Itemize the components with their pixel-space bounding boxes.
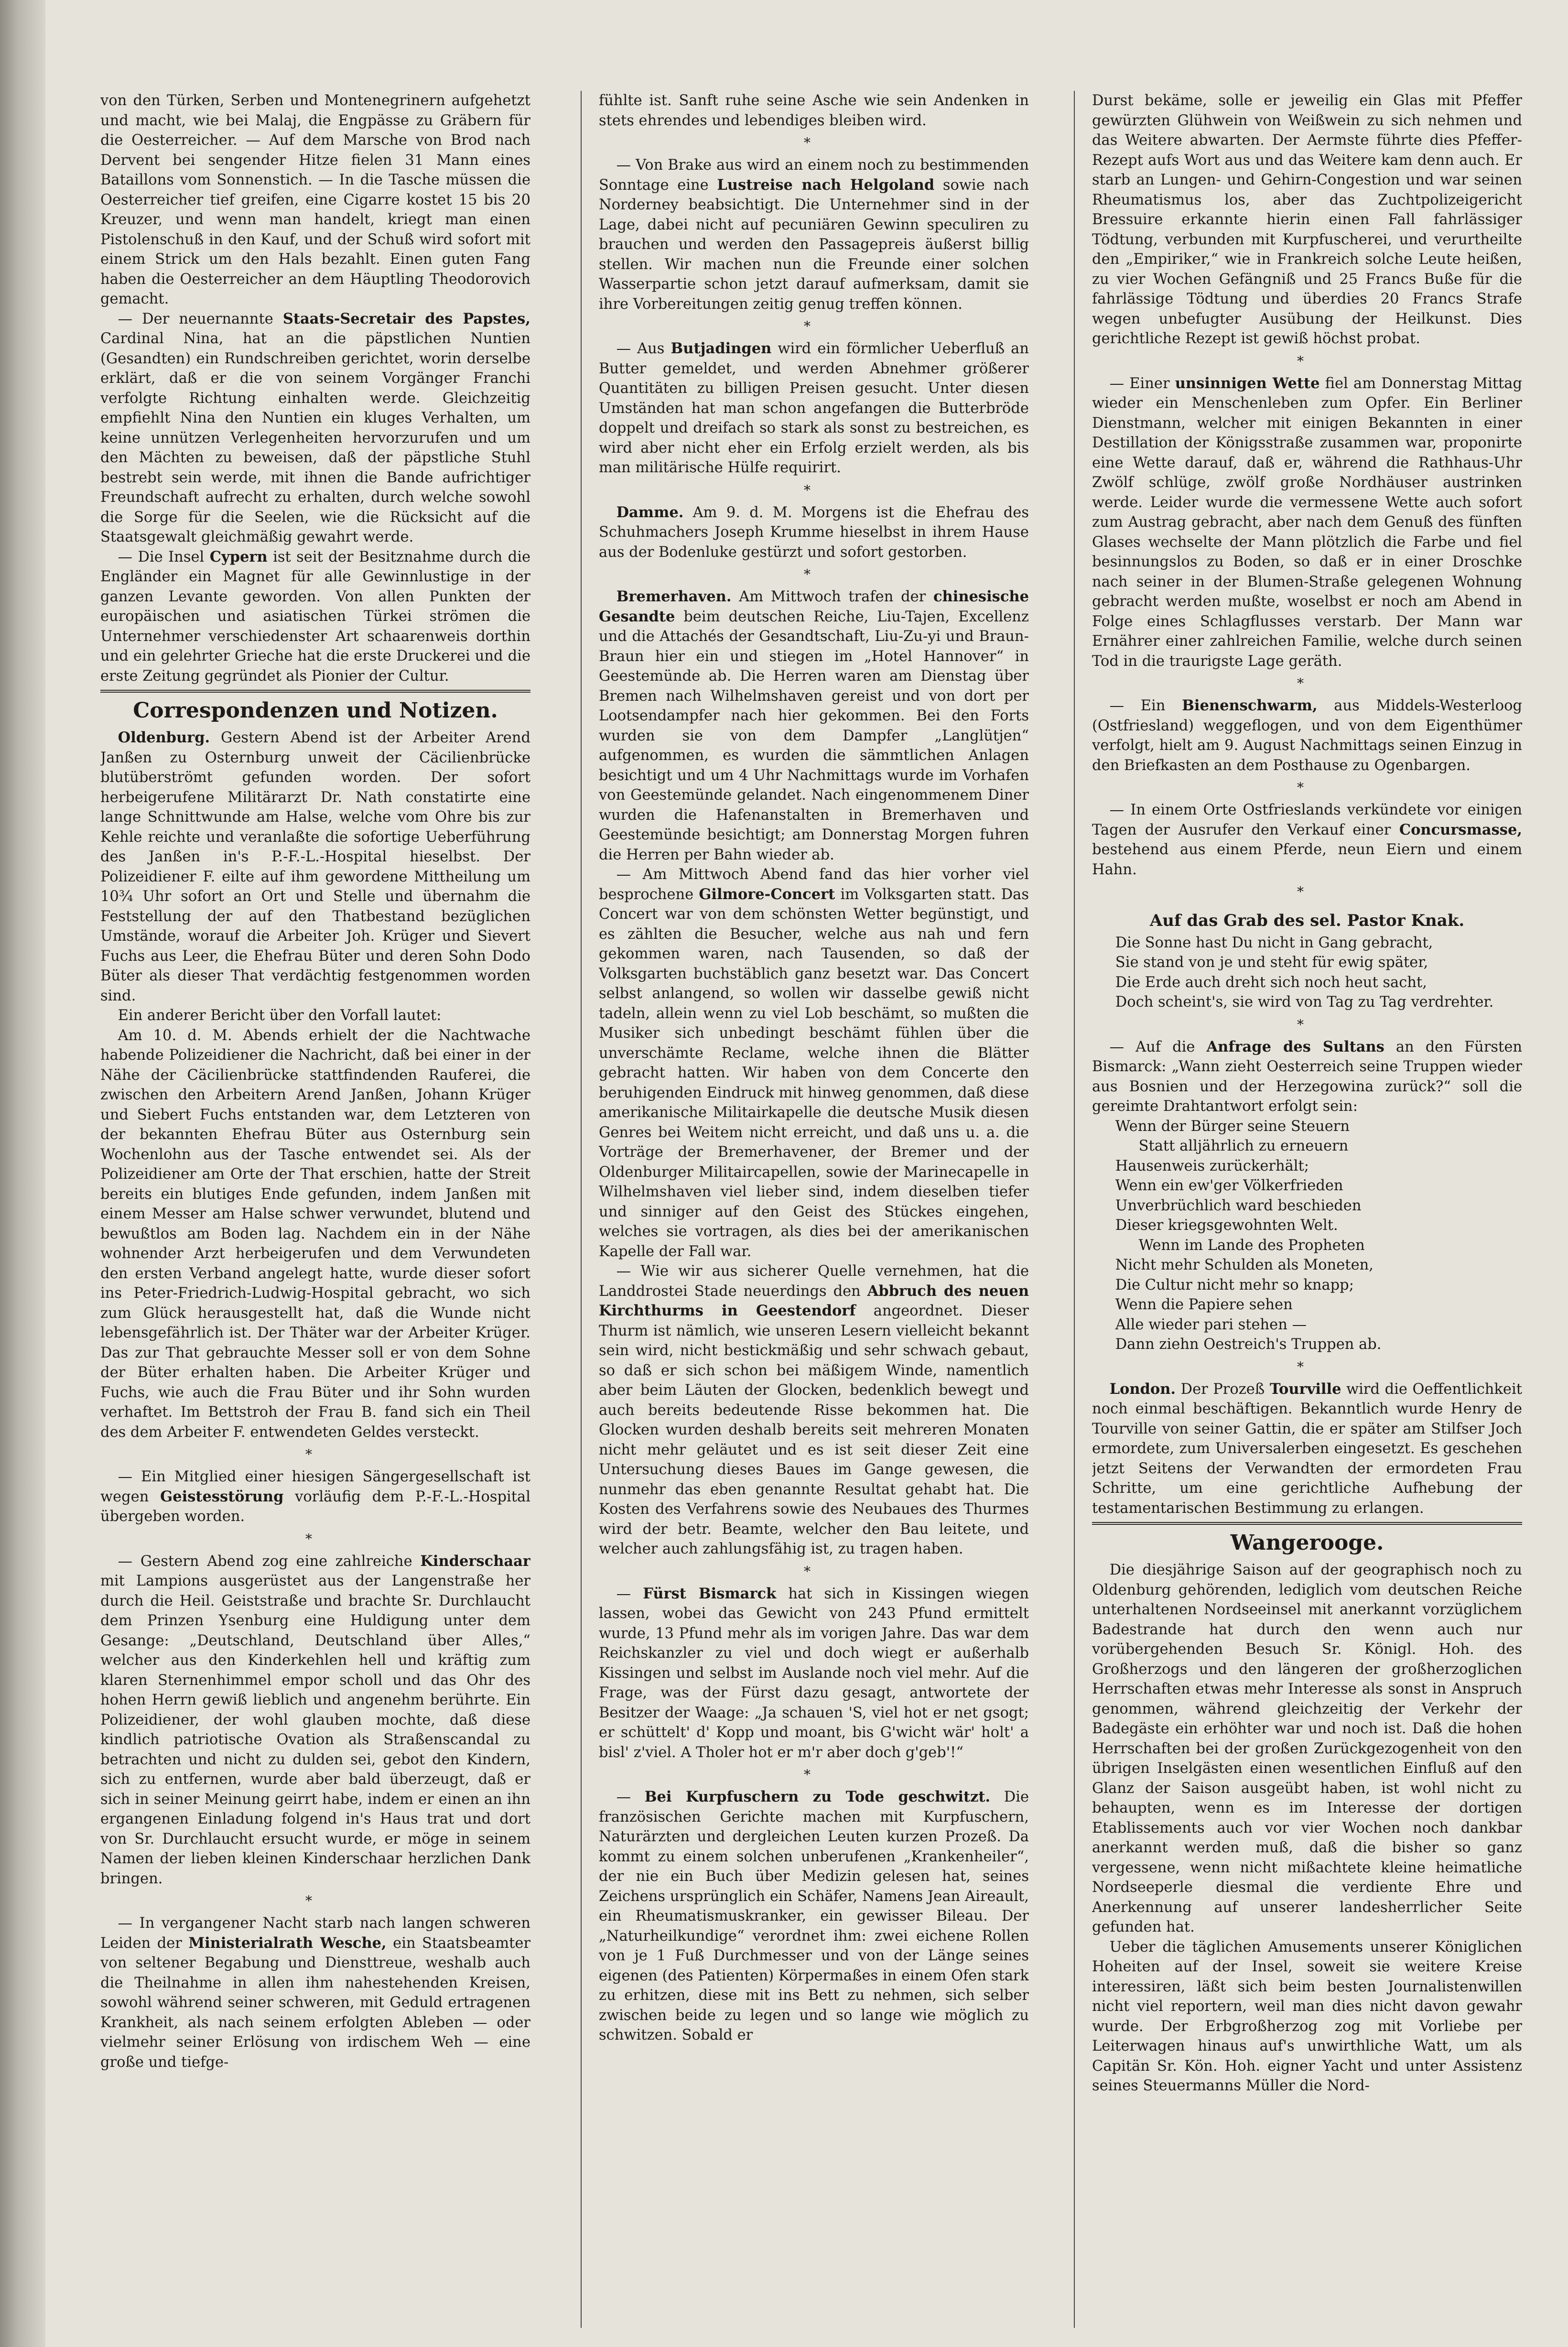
poem-line: Die Sonne hast Du nicht in Gang gebracht, bbox=[1115, 934, 1433, 951]
headline-keyword: Gilmore-Concert bbox=[699, 885, 835, 903]
poem-line: Alle wieder pari stehen — bbox=[1115, 1316, 1307, 1333]
poem-line: Wenn der Bürger seine Steuern bbox=[1115, 1118, 1350, 1135]
poem-line: Wenn die Papiere sehen bbox=[1115, 1296, 1293, 1313]
separator-asterisk: * bbox=[305, 1531, 325, 1547]
headline-keyword: Bienenschwarm, bbox=[1182, 697, 1318, 714]
separator-asterisk: * bbox=[1297, 1358, 1317, 1375]
article-kirchthurm: — Wie wir aus sicherer Quelle vernehmen, hat die Landdrostei Stade neuerdings den Abbruch des neuen Kirchthurms in Geestendorf angeordnet. Dieser Thurm ist nämlich, wie unseren Lesern vielleicht bekannt sein wird, nicht bestickmäßig und sehr schwach gebaut, so daß er sich schon bei mäßigem Winde, namentlich aber beim Läuten der Glocken, bedenklich bewegt und auch bereits bedeutende Risse bekommen hat. Die Glocken wurden deshalb bereits seit mehreren Monaten nicht mehr geläutet und es ist seit dieser Zeit eine Untersuchung dieses Baues im Gange gewesen, die nunmehr das eben genannte Resultat gehabt hat. Die Kosten des Verfahrens sowie des Neubaues des Thurmes wird der betr. Beamte, welcher den Bau leitete, und welcher auch zahlungsfähig ist, zu tragen haben. bbox=[599, 1263, 1029, 1557]
separator-asterisk: * bbox=[804, 482, 824, 498]
headline-keyword: Fürst Bismarck bbox=[643, 1585, 777, 1602]
separator-asterisk: * bbox=[804, 318, 824, 334]
article-text: Durst bekäme, solle er jeweilig ein Glas mit Pfeffer gewürzten Glühwein von Weißwein zu sich nehmen und das Weitere abwarten. Der Aermste führte dies Pfeffer-Rezept aufs Wort aus und das Weitere kam denn auch. Er starb an Lungen- und Gehirn-Congestion und war seinen Rheumatismus los, aber das Zuchtpolizeigericht Bressuire erkannte hierin einen Fall fahrlässiger Tödtung, verbunden mit Kurpfuscherei, und verurtheilte den „Empiriker,“ wie in Frankreich solche Leute heißen, zu vier Wochen Gefängniß und 25 Francs Buße für die fahrlässige Tödtung und überdies 20 Francs Strafe wegen unbefugter Ausübung der Heilkunst. Dies gerichtliche Rezept ist gewiß höchst probat. bbox=[1092, 92, 1522, 347]
separator-asterisk: * bbox=[1297, 884, 1317, 900]
poem-line: Doch scheint's, sie wird von Tag zu Tag verdrehter. bbox=[1115, 994, 1494, 1011]
article-saenger: — Ein Mitglied einer hiesigen Sängergesellschaft ist wegen Geistesstörung vorläufig dem P.-F.-L.-Hospital übergeben worden. bbox=[100, 1468, 530, 1525]
poem-line: Wenn ein ew'ger Völkerfrieden bbox=[1115, 1177, 1343, 1194]
poem-line: Die Cultur nicht mehr so knapp; bbox=[1115, 1276, 1354, 1293]
article-text: Die diesjährige Saison auf der geographisch noch zu Oldenburg gehörenden, lediglich vom deutschen Reiche unterhaltenen Nordseeinsel mit anerkannt vorzüglichem Badestrande hat durch den wenn auch nur vorübergehenden Besuch Sr. Königl. Hoh. des Großherzogs und den längeren der großherzoglichen Herrschaften etwas mehr Interesse als sonst in Anspruch genommen, während gleichzeitig der Verkehr der Badegäste ein erhöhter war und noch ist. Daß die hohen Herrschaften bei der großen Zurückgezogenheit von den übrigen Inselgästen einen wesentlichen Einfluß auf den Glanz der Saison ausgeübt haben, ist wohl nicht zu behaupten, wenn es im Interesse der dortigen Etablissements auch vor vier Wochen noch dankbar anerkannt werden muß, daß die bisher so ganz vergessene, wenn nicht mißachtete kleine heimatliche Nordseeperle diesmal die verdiente Ehre und Anerkennung auf unserer landesherrlicher Seite gefunden hat. bbox=[1092, 1562, 1522, 1935]
poem-drahtantwort bbox=[1092, 1117, 1522, 1355]
article-text: fühlte ist. Sanft ruhe seine Asche wie sein Andenken in stets ehrendes und lebendiges bleiben wird. bbox=[599, 92, 1029, 129]
dateline: Damme. bbox=[616, 503, 684, 521]
column-right bbox=[1092, 91, 1522, 2328]
separator-asterisk: * bbox=[1297, 353, 1317, 369]
dateline: Bremerhaven. bbox=[616, 588, 732, 605]
separator-asterisk: * bbox=[305, 1893, 325, 1909]
column-middle bbox=[599, 91, 1029, 2328]
poem-line: Unverbrüchlich ward beschieden bbox=[1115, 1197, 1362, 1214]
page-binding-edge bbox=[0, 0, 45, 2347]
article-gilmore: — Am Mittwoch Abend fand das hier vorher viel besprochene Gilmore-Concert im Volksgarten statt. Das Concert war von dem schönsten Wetter begünstigt, und es zählten die Besucher, welche aus nah und fern gekommen waren, nach Tausenden, so daß der Volksgarten buchstäblich ganz besetzt war. Das Concert selbst anlangend, so wollen wir dasselbe gewiß nicht tadeln, allein wenn zu viel Lob beschämt, so mußten die Musiker sich unbedingt beschämt fühlen über die unverschämte Reclame, welche ihnen die Blätter gebracht hatten. Wir haben von dem Concerte den beruhigenden Eindruck mit hinweg genommen, daß diese amerikanische Militairkapelle die deutsche Musik diesen Genres bei Weitem nicht erreicht, und daß uns u. a. die Vorträge der Bremerhavener, der Bremer und der Oldenburger Militaircapellen, sowie der Marinecapelle in Wilhelmshaven viel lieber sind, indem dieselben tiefer und sinniger auf den Geist des Stückes eingehen, welches sie vortragen, als dies bei der amerikanischen Kapelle der Fall war. bbox=[599, 866, 1029, 1260]
dateline: London. bbox=[1109, 1380, 1176, 1398]
separator-asterisk: * bbox=[1297, 780, 1317, 795]
article-kurpfuscher: — Bei Kurpfuschern zu Tode geschwitzt. Die französischen Gerichte machen mit Kurpfuschern, Naturärzten und dergleichen Leuten kurzen Prozeß. Da kommt zu einem solchen unberufenen „Krankenheiler“, der nie ein Buch über Medizin gelesen hat, seines Zeichens ursprünglich ein Schäfer, Namens Jean Aireault, ein Rheumatismuskranker, ein gewisser Bileau. Der „Naturheilkundige“ verordnet ihm: zwei eichene Rollen von je 1 Fuß Durchmesser und von der Länge seines eigenen (des Patienten) Körpermaßes in einem Ofen stark zu erhitzen, diese mit ins Bett zu nehmen, sich selber zwischen beide zu legen und so lange wie möglich zu schwitzen. Sobald er bbox=[599, 1788, 1029, 2043]
headline-keyword: unsinnigen Wette bbox=[1175, 374, 1320, 392]
article-sultan: — Auf die Anfrage des Sultans an den Fürsten Bismarck: „Wann zieht Oesterreich seine Truppen wieder aus Bosnien und der Herzegowina zurück?“ soll die gereimte Drahtantwort erfolgt sein: bbox=[1092, 1038, 1522, 1115]
article-bremerhaven: Bremerhaven. Am Mittwoch trafen der chinesische Gesandte beim deutschen Reiche, Liu-Tajen, Excellenz und die Attachés der Gesandtschaft, Liu-Zu-yi und Braun-Braun hier ein und stiegen im „Hotel Hannover“ in Geestemünde ab. Die Herren waren am Dienstag über Bremen nach Wilhelmshaven gereist und von dort per Lootsendampfer nach hier gekommen. Bei den Forts wurden sie von dem Dampfer „Langlütjen“ aufgenommen, es wurden die sämmtlichen Anlagen besichtigt und um 4 Uhr Nachmittags wurde im Vorhafen von Geestemünde gelandet. Nach eingenommenem Diner wurden die Hafenanstalten in Bremerhaven und Geestemünde besichtigt; am Donnerstag Morgen fuhren die Herren per Bahn wieder ab. bbox=[599, 588, 1029, 863]
dateline: Oldenburg. bbox=[118, 729, 210, 746]
article-butjadingen: — Aus Butjadingen wird ein förmlicher Ueberfluß an Butter gemeldet, und werden Abnehmer größerer Quantitäten zu billigen Preisen gesucht. Unter diesen Umständen hat man schon angefangen die Butterbröde doppelt und dreifach so stark als sonst zu bestreichen, es wird aber nicht eher ein Erfolg erzielt werden, als bis man militärische Hülfe requirirt. bbox=[599, 340, 1029, 476]
poem-line: Hausenweis zurückerhält; bbox=[1115, 1157, 1309, 1174]
headline-keyword: chinesische Gesandte bbox=[599, 588, 1029, 625]
section-title: Wangerooge. bbox=[1092, 1522, 1522, 1557]
article-kinderschaar: — Gestern Abend zog eine zahlreiche Kinderschaar mit Lampions ausgerüstet aus der Langenstraße her durch die Heil. Geiststraße und brachte Sr. Durchlaucht dem Prinzen Ysenburg eine Huldigung unter dem Gesange: „Deutschland, Deutschland über Alles,“ welcher aus den Kinderkehlen hell und kräftig zum klaren Sternenhimmel empor scholl und das Ohr des hohen Herrn gewiß lieblich und angenehm berührte. Ein Polizeidiener, der wohl glauben mochte, daß diese kindlich patriotische Ovation als Straßenscandal zu betrachten und nicht zu dulden sei, gebot den Kindern, sich zu entfernen, wurde aber bald überzeugt, daß er sich in seiner Meinung geirrt habe, indem er einen an ihn ergangenen Einladung folgend in's Haus trat und dort von Sr. Durchlaucht ersucht wurde, er möge in seinem Namen der lieben kleinen Kinderschaar herzlichen Dank bringen. bbox=[100, 1552, 530, 1887]
article-oldenburg: Oldenburg. Gestern Abend ist der Arbeiter Arend Janßen zu Osternburg unweit der Cäcilienbrücke blutüberströmt gefunden worden. Der sofort herbeigerufene Militärarzt Dr. Nath constatirte eine lange Schnittwunde am Halse, welche vom Ohre bis zur Kehle reichte und veranlaßte die sofortige Ueberführung des Janßen in's P.-F.-L.-Hospital hieselbst. Der Polizeidiener F. eilte auf ihm gewordene Mittheilung um 10¾ Uhr sofort an Ort und Stelle und übernahm die Feststellung der auf den Thatbestand bezüglichen Umstände, worauf die Arbeiter Joh. Krüger und Sievert Fuchs aus Leer, die Ehefrau Büter und deren Sohn Dodo Büter als dieser That verdächtig festgenommen worden sind. bbox=[100, 729, 530, 1004]
article-london: London. Der Prozeß Tourville wird die Oeffentlichkeit noch einmal beschäftigen. Bekanntlich wurde Henry de Tourville von seiner Gattin, die er später am Stilfser Joch ermordete, zum Universalerben eingesetzt. Es geschehen jetzt Seitens der Verwandten der ermordeten Frau Schritte, um eine gerichtliche Aufhebung der testamentarischen Bestimmung zu erlangen. bbox=[1092, 1380, 1522, 1517]
separator-asterisk: * bbox=[1297, 675, 1317, 691]
article-damme: Damme. Am 9. d. M. Morgens ist die Ehefrau des Schuhmachers Joseph Krumme hieselbst in ihrem Hause aus der Bodenluke gestürzt und sofort gestorben. bbox=[599, 503, 1029, 561]
article-bismarck: — Fürst Bismarck hat sich in Kissingen wiegen lassen, wobei das Gewicht von 243 Pfund ermittelt wurde, 13 Pfund mehr als im vorigen Jahre. Das war dem Reichskanzler zu viel und doch wiegt er außerhalb Kissingen und selbst im Auslande noch viel mehr. Auf die Frage, was der Fürst dazu gesagt, antwortete der Besitzer der Waage: „Ja schauen 'S, viel hot er net gsogt; er schüttelt' d' Kopp und moant, bis G'wicht wär' holt' a bisl' z'viel. A Tholer hot er m'r aber doch g'geb'!“ bbox=[599, 1585, 1029, 1761]
headline-keyword: Anfrage des Sultans bbox=[1206, 1038, 1384, 1055]
separator-asterisk: * bbox=[305, 1446, 325, 1462]
section-title: Correspondenzen und Notizen. bbox=[100, 690, 530, 725]
column-left bbox=[100, 91, 530, 2328]
headline-keyword: Cypern bbox=[209, 548, 268, 565]
newspaper-page bbox=[45, 0, 1568, 2347]
headline-keyword: Geistesstörung bbox=[160, 1488, 284, 1505]
separator-asterisk: * bbox=[804, 1767, 824, 1782]
article-concursmasse: — In einem Orte Ostfrieslands verkündete vor einigen Tagen der Ausrufer den Verkauf einer Concursmasse, bestehend aus einem Pferde, neun Eiern und einem Hahn. bbox=[1092, 802, 1522, 878]
headline-keyword: Tourville bbox=[1269, 1380, 1341, 1398]
headline-keyword: Butjadingen bbox=[670, 340, 772, 357]
headline-keyword: Bei Kurpfuschern zu Tode geschwitzt. bbox=[644, 1788, 991, 1805]
article-text: Ein anderer Bericht über den Vorfall lautet: bbox=[118, 1007, 442, 1024]
column-rule bbox=[1074, 91, 1075, 2328]
headline-keyword: Kinderschaar bbox=[420, 1552, 530, 1570]
article-papst: — Der neuernannte Staats-Secretair des Papstes, Cardinal Nina, hat an die päpstlichen Nuntien (Gesandten) ein Rundschreiben gerichtet, worin derselbe erklärt, daß er die von seinem Vorgänger Franchi verfolgte Richtung einhalten werde. Gleichzeitig empfiehlt Nina den Nuntien ein kluges Verhalten, um keine unnützen Verlegenheiten hervorzurufen und um den Mächten zu beweisen, daß der päpstliche Stuhl bestrebt sein werde, mit ihnen die Bande aufrichtiger Freundschaft aufrecht zu erhalten, durch welche sowohl die Sorge für die Seelen, wie die Rücksicht auf die Staatsgewalt gleichmäßig gewahrt werde. bbox=[100, 310, 530, 545]
article-text: Am 10. d. M. Abends erhielt der die Nachtwache habende Polizeidiener die Nachricht, daß bei einer in der Nähe der Cäcilienbrücke stattfindenden Rauferei, die zwischen den Arbeitern Arend Janßen, Johann Krüger und Siebert Fuchs entstanden war, dem Letzteren von der bekannten Ehefrau Büter aus Osternburg sein Wochenlohn aus der Tasche entwendet sei. Als der Polizeidiener am Orte der That erschien, hatte der Streit bereits ein blutiges Ende gefunden, indem Janßen mit einem Messer am Halse schwer verwundet, blutend und bewußtlos am Boden lag. Nachdem ein in der Nähe wohnender Arzt herbeigerufen und dem Verwundeten den ersten Verband angelegt hatte, wurde dieser sofort ins Peter-Friedrich-Ludwig-Hospital gebracht, wo sich zum Glück herausgestellt hat, daß die Wunde nicht lebensgefährlich ist. Der Thäter war der Arbeiter Krüger. Das zur That gebrauchte Messer soll er von dem Sohne der Büter erhalten haben. Die Arbeiter Krüger und Fuchs, wie auch die Frau Büter und ihr Sohn wurden verhaftet. Im Bettstroh der Frau B. fand sich ein Theil des dem Arbeiter F. entwendeten Geldes versteckt. bbox=[100, 1027, 530, 1441]
article-cypern: — Die Insel Cypern ist seit der Besitznahme durch die Engländer ein Magnet für alle Gewinnlustige in der ganzen Levante geworden. Von allen Punkten der europäischen und asiatischen Türkei strömen die Unternehmer verschiedenster Art schaarenweis dorthin und ein gelehrter Grieche hat die erste Druckerei und die erste Zeitung gegründet als Pionier der Cultur. bbox=[100, 548, 530, 685]
poem-line: Statt alljährlich zu erneuern bbox=[1138, 1138, 1349, 1154]
poem-knak bbox=[1092, 933, 1522, 1012]
separator-asterisk: * bbox=[804, 1563, 824, 1579]
poem-title: Auf das Grab des sel. Pastor Knak. bbox=[1149, 911, 1465, 930]
article-text: Ueber die täglichen Amusements unserer Königlichen Hoheiten auf der Insel, soweit sie weitere Kreise interessiren, läßt sich beim besten Journalistenwillen nicht viel reportern, weil man dies nicht davon gewahr wurde. Der Erbgroßherzog zog mit Vorliebe per Leiterwagen hinaus auf's unwirthliche Watt, um als Capitän Sr. Kön. Hoh. eigner Yacht und unter Assistenz seines Steuermanns Müller die Nord- bbox=[1092, 1938, 1522, 2094]
headline-keyword: Abbruch des neuen Kirchthurms in Geestendorf bbox=[599, 1282, 1029, 1319]
article-bienenschwarm: — Ein Bienenschwarm, aus Middels-Westerloog (Ostfriesland) weggeflogen, und von dem Eigenthümer verfolgt, hielt am 9. August Nachmittags seinen Einzug in den Briefkasten an dem Posthause zu Ogenbargen. bbox=[1092, 697, 1522, 774]
poem-line: Wenn im Lande des Propheten bbox=[1138, 1237, 1365, 1254]
poem-line: Dieser kriegsgewohnten Welt. bbox=[1115, 1217, 1338, 1234]
article-text: von den Türken, Serben und Montenegrinern aufgehetzt und macht, wie bei Malaj, die Engpässe zu Gräbern für die Oesterreicher. — Auf dem Marsche von Brod nach Dervent bei sengender Hitze fielen 31 Mann eines Bataillons vom Sonnenstich. — In die Tasche müssen die Oesterreicher tief greifen, eine Cigarre kostet 15 bis 20 Kreuzer, und wenn man handelt, kriegt man einen Pistolenschuß in den Kauf, und der Schuß wird sofort mit einem Strick um den Hals bezahlt. Einen guten Fang haben die Oesterreicher an dem Häuptling Theodorovich gemacht. bbox=[100, 92, 530, 307]
poem-line: Nicht mehr Schulden als Moneten, bbox=[1115, 1257, 1373, 1273]
column-rule bbox=[581, 91, 582, 2328]
article-wesche: — In vergangener Nacht starb nach langen schweren Leiden der Ministerialrath Wesche, ein Staatsbeamter von seltener Begabung und Diensttreue, weshalb auch die Theilnahme in allen ihm nahestehenden Kreisen, sowohl während seiner schweren, mit Geduld ertragenen Krankheit, als nach seinem erfolgten Ableben — oder vielmehr seiner Erlösung von irdischem Weh — eine große und tiefge- bbox=[100, 1915, 530, 2071]
article-helgoland: — Von Brake aus wird an einem noch zu bestimmenden Sonntage eine Lustreise nach Helgoland sowie nach Norderney beabsichtigt. Die Unternehmer sind in der Lage, dabei nicht auf pecuniären Gewinn speculiren zu brauchen und werden den Passagepreis äußerst billig stellen. Wir machen nun die Freunde einer solchen Wasserpartie schon jetzt darauf aufmerksam, damit sie ihre Vorbereitungen zeitig genug treffen können. bbox=[599, 157, 1029, 313]
article-wette: — Einer unsinnigen Wette fiel am Donnerstag Mittag wieder ein Menschenleben zum Opfer. Ein Berliner Dienstmann, welcher mit einigen Bekannten in einer Destillation der Königsstraße zusammen war, proponirte eine Wette darauf, daß er, während die Rathhaus-Uhr Zwölf schlüge, zwölf große Nordhäuser austrinken werde. Leider wurde die vermessene Wette auch sofort zum Austrag gebracht, aber nach dem Genuß des fünften Glases wechselte der Mann plötzlich die Farbe und fiel besinnungslos zu Boden, so daß er in einer Droschke nach seiner in der Blumen-Straße gelegenen Wohnung gebracht werden mußte, woselbst er noch am Abend in Folge eines Schlagflusses verstarb. Der Mann war Ernährer einer zahlreichen Familie, welche durch seinen Tod in die traurigste Lage geräth. bbox=[1092, 374, 1522, 670]
poem-line: Dann ziehn Oestreich's Truppen ab. bbox=[1115, 1336, 1382, 1353]
separator-asterisk: * bbox=[1297, 1016, 1317, 1032]
headline-keyword: Lustreise nach Helgoland bbox=[717, 176, 935, 194]
headline-keyword: Ministerialrath Wesche, bbox=[188, 1934, 387, 1952]
poem-line: Sie stand von je und steht für ewig später, bbox=[1115, 954, 1428, 971]
poem-line: Die Erde auch dreht sich noch heut sacht, bbox=[1115, 974, 1427, 991]
separator-asterisk: * bbox=[804, 566, 824, 582]
separator-asterisk: * bbox=[804, 135, 824, 151]
headline-keyword: Staats-Secretair des Papstes, bbox=[282, 310, 530, 327]
headline-keyword: Concursmasse, bbox=[1399, 821, 1522, 838]
